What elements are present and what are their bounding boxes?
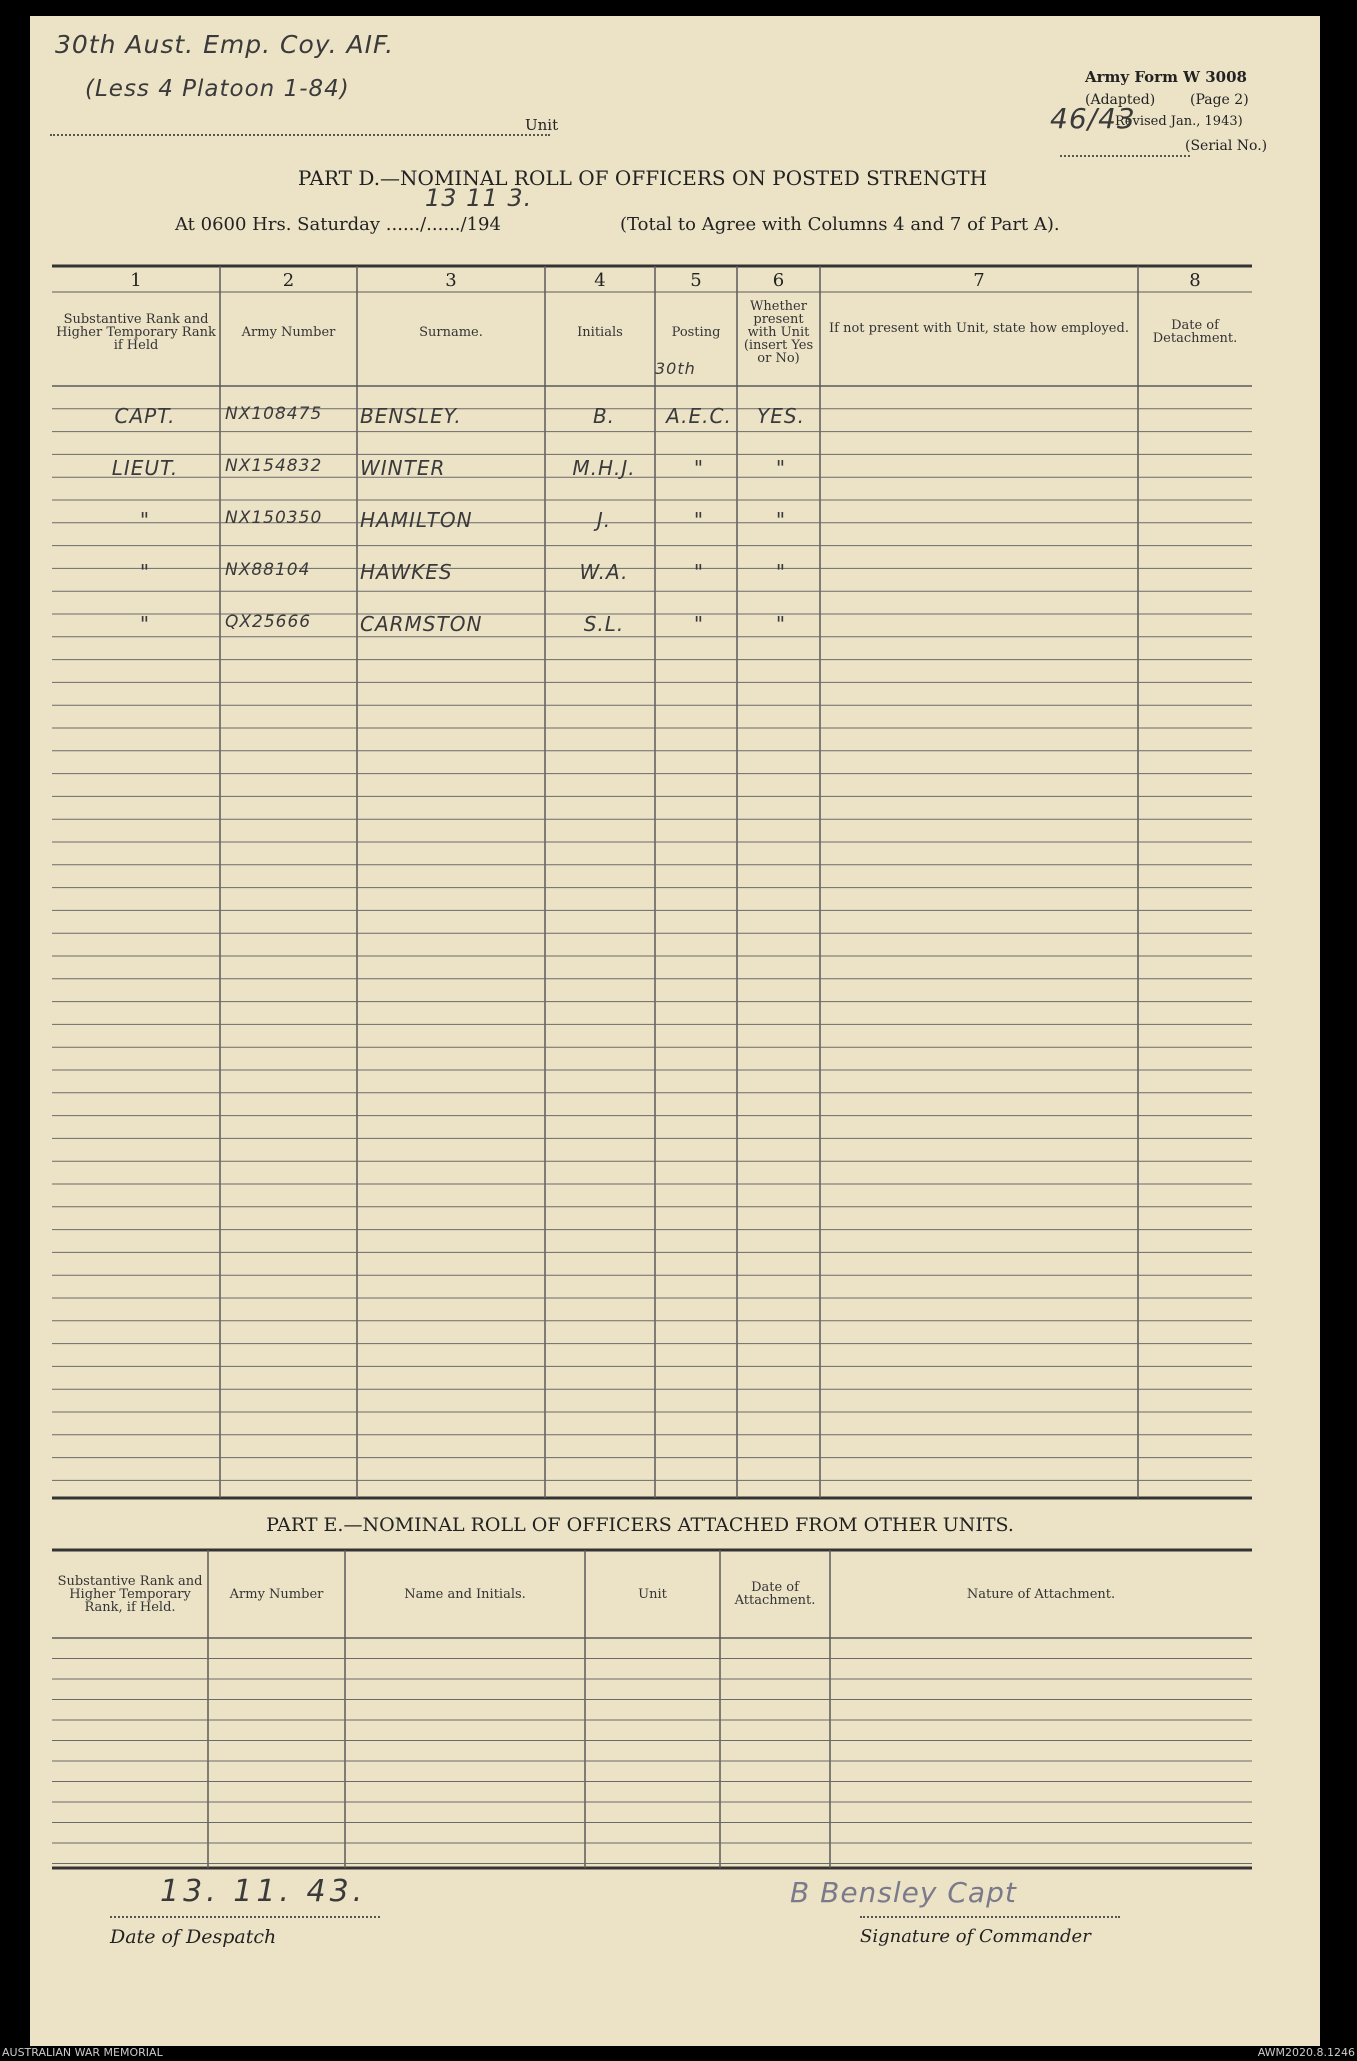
despatch-date-handwritten: 13. 11. 43. — [160, 1874, 367, 1909]
row-3-initials: J. — [596, 508, 612, 532]
row-5-posting: " — [693, 612, 705, 636]
column-number-6: 6 — [772, 269, 785, 291]
row-3-present: " — [775, 508, 787, 532]
row-2-number: NX154832 — [225, 456, 323, 476]
part-e-column-header-5: Date of Attachment. — [734, 1580, 816, 1608]
row-5-initials: S.L. — [583, 612, 625, 636]
row-4-number: NX88104 — [225, 560, 311, 580]
row-5-surname: CARMSTON — [360, 612, 483, 636]
despatch-dotted-line — [110, 1916, 380, 1918]
part-e-column-header-1: Substantive Rank and Higher Temporary Rank, if Held. — [57, 1573, 203, 1615]
part-e-column-header-6: Nature of Attachment. — [966, 1586, 1116, 1602]
row-2-initials: M.H.J. — [572, 456, 636, 480]
posting-header-note: 30th — [655, 359, 696, 378]
column-number-3: 3 — [445, 269, 457, 291]
row-1-initials: B. — [592, 404, 616, 428]
despatch-label: Date of Despatch — [110, 1926, 277, 1948]
serial-label: (Serial No.) — [1185, 138, 1268, 154]
unit-handwritten-line1: 30th Aust. Emp. Coy. AIF. — [55, 30, 395, 59]
column-number-5: 5 — [690, 269, 702, 291]
form-adapted: (Adapted) — [1085, 92, 1156, 108]
row-5-number: QX25666 — [225, 612, 312, 632]
row-4-posting: " — [693, 560, 705, 584]
row-1-rank: CAPT. — [114, 404, 176, 428]
column-number-8: 8 — [1189, 269, 1201, 291]
footer-right-text: AWM2020.8.1246 — [1257, 2046, 1355, 2059]
column-header-2: Army Number — [241, 324, 336, 340]
part-e-title: PART E.—NOMINAL ROLL OF OFFICERS ATTACHED FROM OTHER UNITS. — [266, 1514, 1014, 1536]
row-2-surname: WINTER — [360, 456, 446, 480]
row-4-surname: HAWKES — [360, 560, 453, 584]
row-3-number: NX150350 — [225, 508, 323, 528]
form-title: Army Form W 3008 — [1085, 68, 1247, 86]
column-header-7: If not present with Unit, state how employed. — [829, 321, 1129, 336]
row-3-rank: " — [139, 508, 151, 532]
column-header-4: Initials — [577, 324, 623, 340]
unit-label: Unit — [525, 116, 559, 134]
row-4-rank: " — [139, 560, 151, 584]
row-1-number: NX108475 — [225, 404, 323, 424]
signature-handwritten: B Bensley Capt — [790, 1876, 1017, 1909]
form-revised: Revised Jan., 1943) — [1115, 114, 1243, 129]
form-paper — [30, 16, 1320, 2046]
column-number-2: 2 — [282, 269, 295, 291]
row-1-present: YES. — [757, 404, 805, 428]
part-d-date-handwritten: 13 11 3. — [425, 184, 533, 212]
row-1-surname: BENSLEY. — [360, 404, 462, 428]
row-2-present: " — [775, 456, 787, 480]
column-number-4: 4 — [594, 269, 606, 291]
part-e-column-header-4: Unit — [638, 1586, 667, 1602]
signature-dotted-line — [860, 1916, 1120, 1918]
row-5-present: " — [775, 612, 787, 636]
row-3-surname: HAMILTON — [360, 508, 473, 532]
part-d-total-text: (Total to Agree with Columns 4 and 7 of Part A). — [620, 214, 1060, 235]
row-3-posting: " — [693, 508, 705, 532]
column-number-1: 1 — [130, 269, 142, 291]
column-header-1: Substantive Rank and Higher Temporary Rank if Held — [56, 311, 216, 353]
row-2-rank: LIEUT. — [111, 456, 179, 480]
row-4-initials: W.A. — [579, 560, 629, 584]
column-number-7: 7 — [973, 269, 985, 291]
signature-label: Signature of Commander — [860, 1926, 1091, 1947]
part-d-title: PART D.—NOMINAL ROLL OF OFFICERS ON POSTED STRENGTH — [297, 166, 988, 190]
row-4-present: " — [775, 560, 787, 584]
column-header-3: Surname. — [419, 324, 483, 340]
part-d-at-text: At 0600 Hrs. Saturday ....../....../194 — [175, 214, 501, 235]
row-2-posting: " — [693, 456, 705, 480]
column-header-8: Date of Detachment. — [1152, 318, 1238, 346]
row-1-posting: A.E.C. — [666, 404, 732, 428]
serial-handwritten: 46/43 — [1050, 102, 1136, 135]
part-e-column-header-3: Name and Initials. — [404, 1586, 526, 1602]
column-header-6: Whether present with Unit (insert Yes or No) — [743, 298, 814, 366]
footer-left-text: AUSTRALIAN WAR MEMORIAL — [2, 2046, 163, 2059]
unit-handwritten-line2: (Less 4 Platoon 1-84) — [85, 76, 350, 102]
part-e-column-header-2: Army Number — [229, 1586, 324, 1602]
column-header-5: Posting — [671, 324, 721, 340]
row-5-rank: " — [139, 612, 151, 636]
form-page: (Page 2) — [1190, 92, 1249, 108]
